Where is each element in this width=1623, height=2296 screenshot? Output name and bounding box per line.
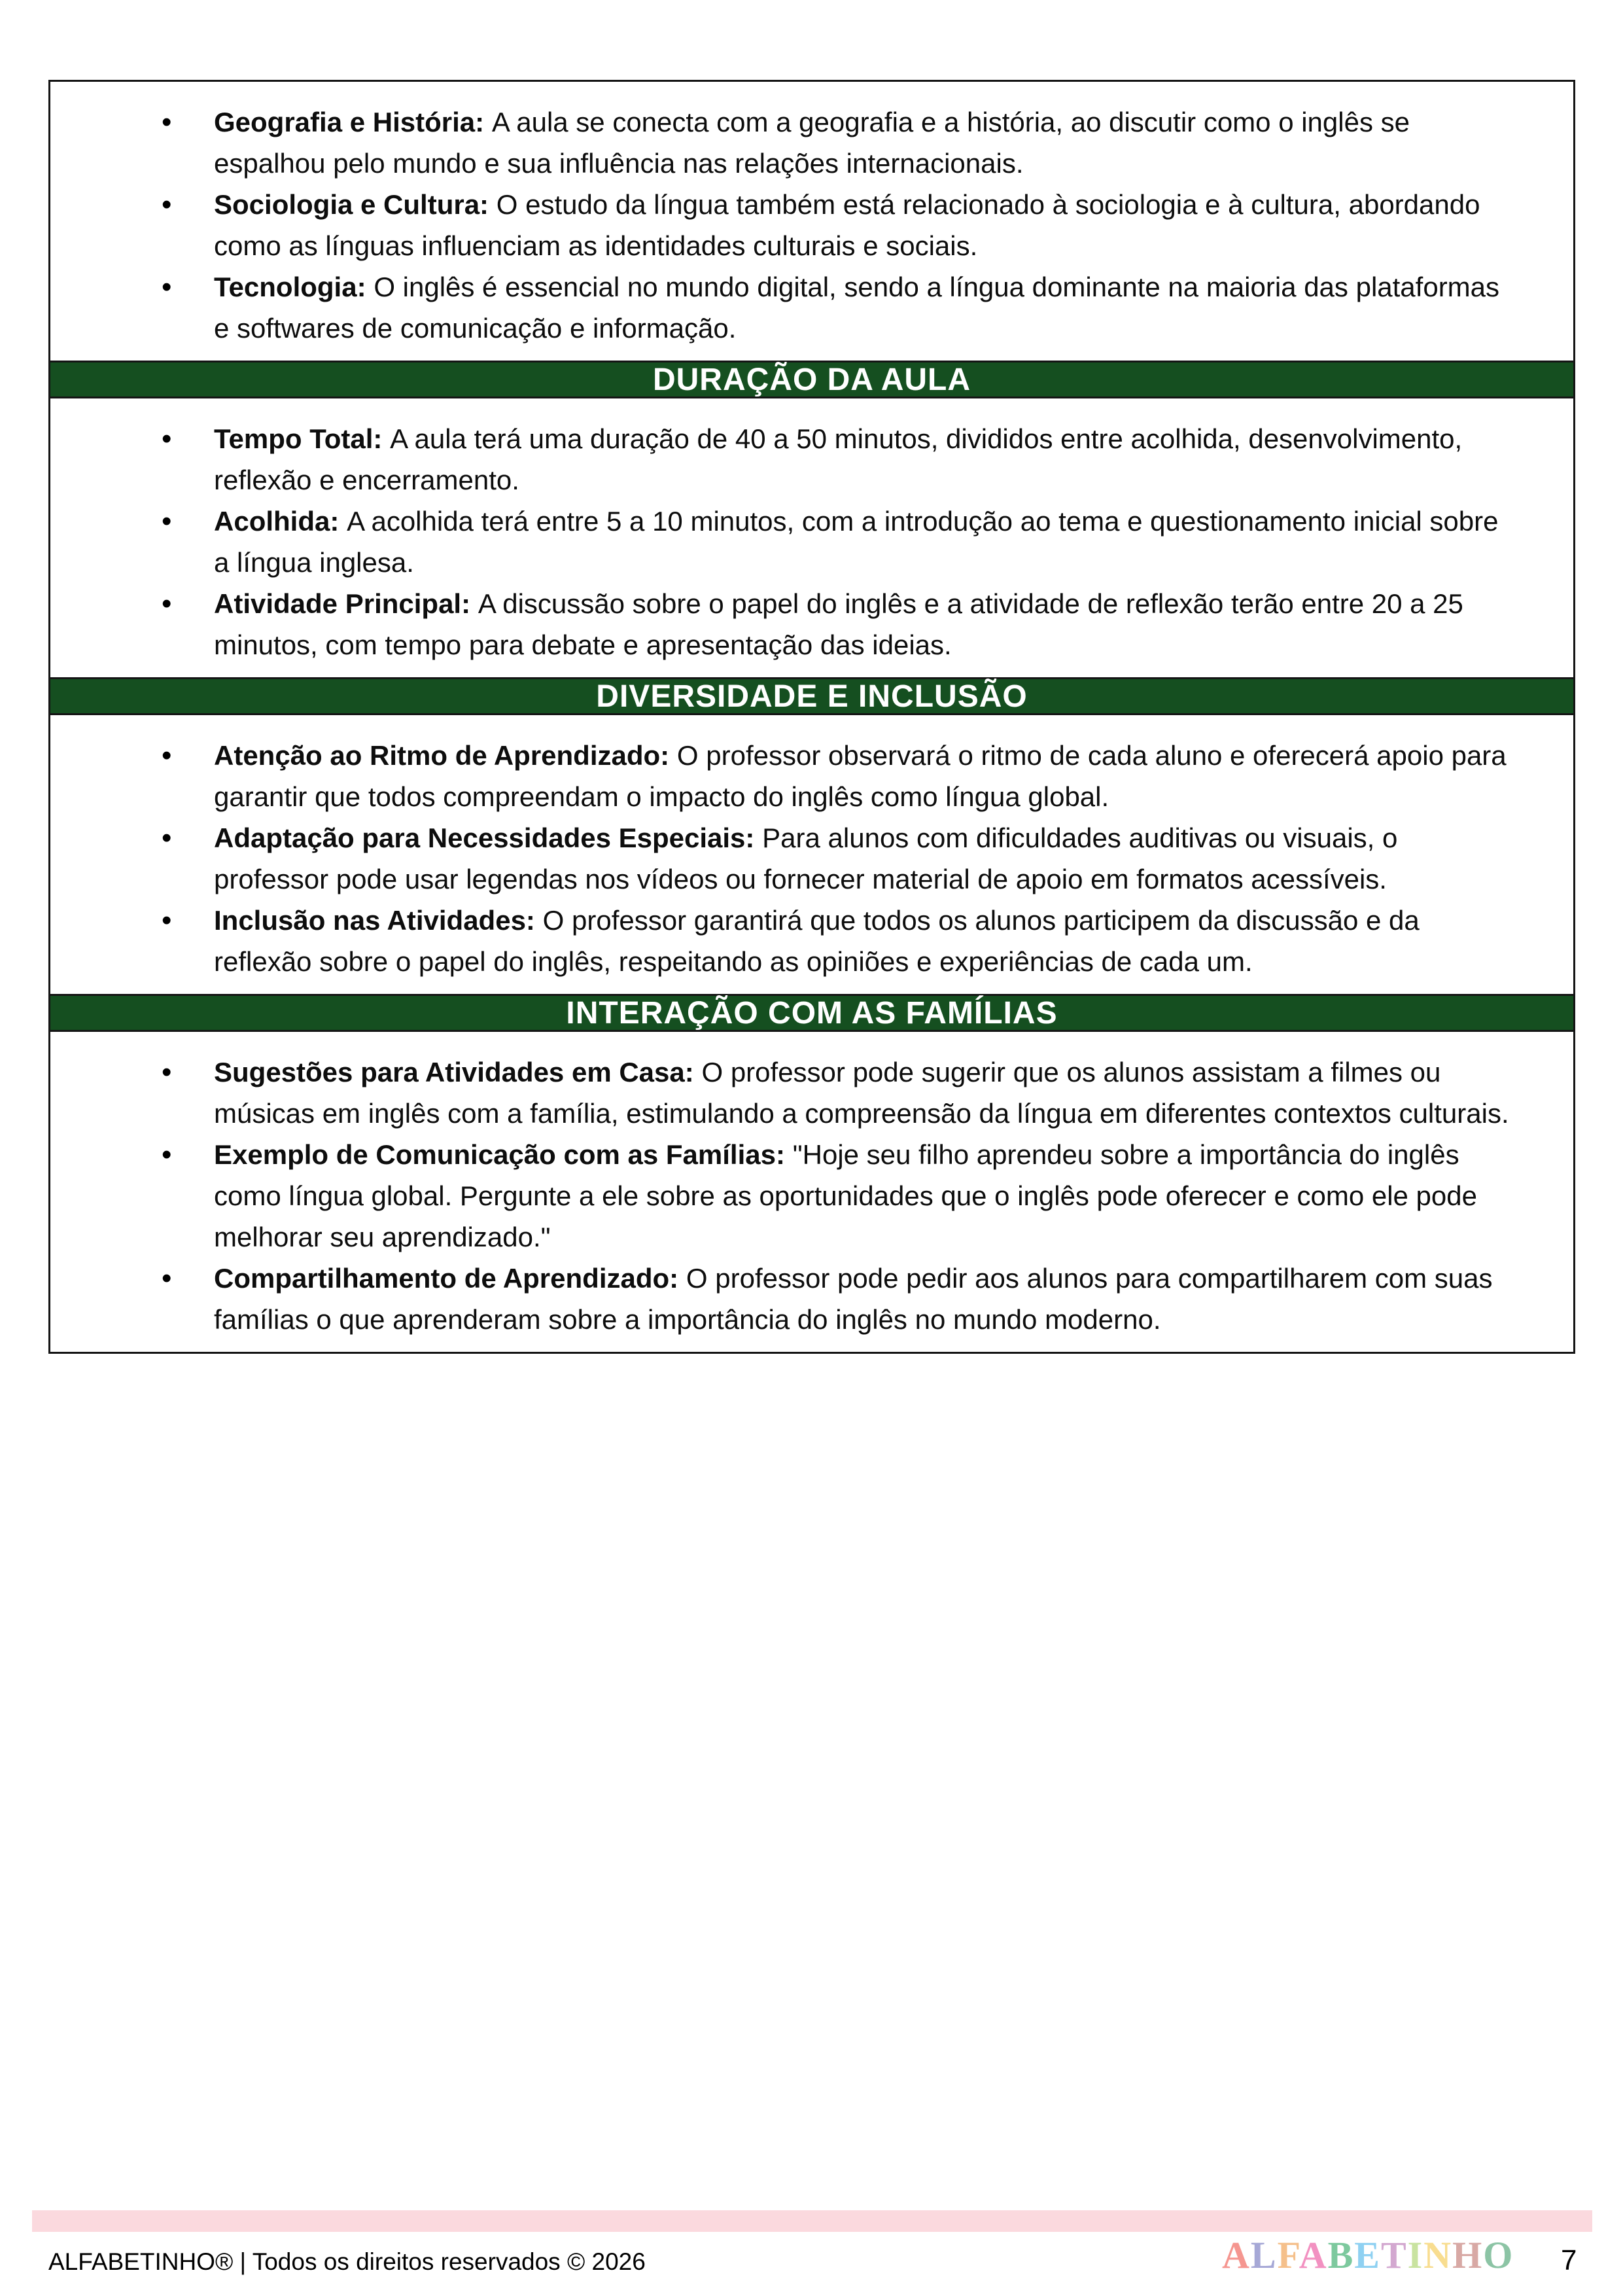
logo-letter: A <box>1222 2234 1251 2276</box>
bullet-label: Adaptação para Necessidades Especiais: <box>214 822 755 853</box>
logo-letter: T <box>1380 2234 1408 2276</box>
bullet-text: O professor pode sugerir que os alunos assistam a filmes ou músicas em inglês com a família, estimulando a compreensão da língua em diferentes contextos culturais. <box>214 1057 1509 1129</box>
bullet-label: Acolhida: <box>214 506 340 537</box>
bullet-item <box>214 583 1513 665</box>
bullet-label: Geografia e História: <box>214 107 485 137</box>
bullet-label: Atividade Principal: <box>214 588 471 619</box>
bullet-list <box>50 398 1573 677</box>
bullet-item <box>214 501 1513 583</box>
bullet-item <box>214 418 1513 501</box>
page-number: 7 <box>1561 2244 1577 2276</box>
bullet-text: O estudo da língua também está relacionado à sociologia e à cultura, abordando como as línguas influenciam as identidades culturais e sociais. <box>214 189 1480 261</box>
logo-letter: N <box>1423 2234 1453 2276</box>
section-header: DURAÇÃO DA AULA <box>50 361 1573 398</box>
logo-letter: E <box>1354 2234 1381 2276</box>
bullet-list <box>50 715 1573 994</box>
logo-letter: B <box>1327 2234 1355 2276</box>
logo-letter: O <box>1483 2234 1514 2276</box>
bullet-label: Tempo Total: <box>214 423 383 454</box>
brand-logo <box>1222 2233 1514 2277</box>
bullet-text: A discussão sobre o papel do inglês e a atividade de reflexão terão entre 20 a 25 minutos, com tempo para debate e apresentação das ideias. <box>214 588 1463 660</box>
logo-letter: I <box>1407 2234 1424 2276</box>
bullet-item <box>214 817 1513 900</box>
logo-letter: F <box>1277 2234 1299 2276</box>
bullet-label: Inclusão nas Atividades: <box>214 905 535 936</box>
bullet-label: Sociologia e Cultura: <box>214 189 489 220</box>
bullet-text: O inglês é essencial no mundo digital, sendo a língua dominante na maioria das plataformas e softwares de comunicação e informação. <box>214 272 1500 344</box>
bullet-text: O professor observará o ritmo de cada aluno e oferecerá apoio para garantir que todos compreendam o impacto do inglês como língua global. <box>214 740 1507 812</box>
bullet-item <box>214 101 1513 184</box>
bullet-item <box>214 266 1513 349</box>
bullet-label: Exemplo de Comunicação com as Famílias: <box>214 1139 785 1170</box>
section-header: INTERAÇÃO COM AS FAMÍLIAS <box>50 994 1573 1032</box>
logo-letter: A <box>1299 2234 1328 2276</box>
bullet-text: O professor garantirá que todos os alunos participem da discussão e da reflexão sobre o papel do inglês, respeitando as opiniões e experiências de cada um. <box>214 905 1420 977</box>
footer-band <box>32 2210 1592 2232</box>
bullet-text: "Hoje seu filho aprendeu sobre a importância do inglês como língua global. Pergunte a ele sobre as oportunidades que o inglês pode oferecer e como ele pode melhorar seu aprendizado." <box>214 1139 1477 1252</box>
bullet-label: Sugestões para Atividades em Casa: <box>214 1057 694 1087</box>
bullet-text: A aula terá uma duração de 40 a 50 minutos, divididos entre acolhida, desenvolvimento, reflexão e encerramento. <box>214 423 1463 495</box>
bullet-item <box>214 1134 1513 1258</box>
bullet-item <box>214 1051 1513 1134</box>
bullet-item <box>214 900 1513 982</box>
content-box <box>48 80 1575 1354</box>
bullet-text: O professor pode pedir aos alunos para compartilharem com suas famílias o que aprenderam sobre a importância do inglês no mundo moderno. <box>214 1263 1493 1335</box>
bullet-text: Para alunos com dificuldades auditivas ou visuais, o professor pode usar legendas nos vídeos ou fornecer material de apoio em formatos acessíveis. <box>214 822 1398 894</box>
logo-letter: H <box>1452 2234 1484 2276</box>
section-header: DIVERSIDADE E INCLUSÃO <box>50 677 1573 715</box>
logo-letter: L <box>1250 2234 1278 2276</box>
bullet-item <box>214 184 1513 266</box>
bullet-label: Tecnologia: <box>214 272 366 302</box>
bullet-label: Atenção ao Ritmo de Aprendizado: <box>214 740 670 771</box>
bullet-item <box>214 1258 1513 1340</box>
bullet-label: Compartilhamento de Aprendizado: <box>214 1263 679 1294</box>
bullet-text: A aula se conecta com a geografia e a história, ao discutir como o inglês se espalhou pelo mundo e sua influência nas relações internacionais. <box>214 107 1410 179</box>
bullet-text: A acolhida terá entre 5 a 10 minutos, com a introdução ao tema e questionamento inicial sobre a língua inglesa. <box>214 506 1499 578</box>
bullet-list <box>50 1032 1573 1352</box>
footer-copyright: ALFABETINHO® | Todos os direitos reservados © 2026 <box>48 2248 646 2275</box>
bullet-list <box>50 82 1573 361</box>
bullet-item <box>214 735 1513 817</box>
